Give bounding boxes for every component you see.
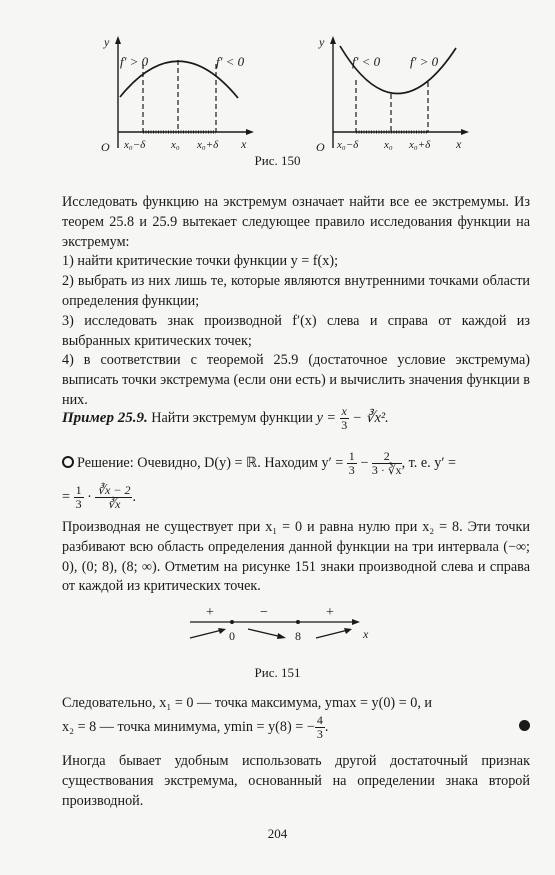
solution-tail: , т. е. y′ = <box>401 454 457 471</box>
point-label-8: 8 <box>295 629 301 643</box>
tick-x0-minus-delta: x₀−δ <box>337 139 359 151</box>
derivative-frac-4: $\frac{∛x - 2}{∛x}$ <box>97 483 131 512</box>
annotation-right: f' > 0 <box>410 54 439 69</box>
sign-3: + <box>326 605 334 620</box>
final-paragraph <box>62 752 530 811</box>
tick-x0: x₀ <box>384 139 393 151</box>
tick-x0-minus-delta: x₀−δ <box>124 139 146 151</box>
origin-label: O <box>101 140 110 154</box>
rule-item-2: 2) выбрать из них лишь те, которые являются внутренними точками области определения функции; <box>62 273 530 309</box>
figure-151-caption: Рис. 151 <box>254 665 301 680</box>
rule-item-3: 3) исследовать знак производной f′(x) слева и справа от каждой из выбранных критических точек; <box>62 312 530 349</box>
solution-label: Решение: <box>77 454 134 471</box>
function-fraction <box>340 405 349 432</box>
example-heading <box>62 405 530 432</box>
tick-x0-plus-delta: x₀+δ <box>409 139 431 151</box>
point-label-0: 0 <box>229 629 235 643</box>
y-axis-arrow <box>115 36 121 44</box>
arrowhead-3 <box>344 628 352 634</box>
x-label: x <box>241 137 247 151</box>
example-title: Пример 25.9. <box>62 409 148 426</box>
tick-x0-plus-delta: x₀+δ <box>197 139 219 151</box>
rules-paragraph <box>62 193 530 411</box>
figure-150-caption: Рис. 150 <box>254 153 301 168</box>
sign-2: − <box>260 605 268 620</box>
derivative-frac-1: $\frac{1}{3}$ <box>348 449 355 478</box>
graph-minimum <box>316 35 469 154</box>
solution-block: Решение: Очевидно, D(y) = ℝ. Находим y′ = $\frac{1}{3}$ − $\frac{2}{3 \cdot ∛x}$ , т. е. y′ = <box>62 450 530 477</box>
number-line-arrow <box>352 619 360 625</box>
function-lhs: y = <box>316 409 336 426</box>
derivative-frac-3: $\frac{1}{3}$ <box>75 483 82 512</box>
function-num: x <box>341 404 347 418</box>
rule-item-4: 4) в соответствии с теоремой 25.9 (достаточное условие экстремума) выписать точки экстремума (если они есть) и вычислить значения функции в них. <box>62 352 530 408</box>
paragraph-critical: Производная не существует при x₁ = 0 и равна нулю при x₂ = 8. Эти точки разбивают всю область определения данной функции на три интервала (−∞; 0), (0; 8), (8; ∞). Отметим на рисунке 151 знаки производной слева и справа от каждой из критических точек. <box>62 519 530 595</box>
conclusion-block <box>62 694 530 714</box>
paragraph-final: Иногда бывает удобным использовать другой достаточный признак существования экстремума, основанный на определении знака второй производной. <box>62 753 530 809</box>
graph-maximum <box>101 35 254 154</box>
tick-x0: x₀ <box>171 139 180 151</box>
y-axis-arrow <box>330 36 336 44</box>
example-text: Найти экстремум функции <box>151 409 314 426</box>
point-0 <box>230 620 234 624</box>
conclusion-line-2: x₂ = 8 — точка минимума, ymin = y(8) = − $\frac{4}{3}$ . <box>62 714 530 741</box>
arrow-up-1 <box>190 630 222 638</box>
critical-points-paragraph <box>62 518 530 597</box>
x-axis-arrow <box>461 129 469 135</box>
derivative-frac-2: $\frac{2}{3 \cdot ∛x}$ <box>371 449 402 478</box>
paragraph-intro: Исследовать функцию на экстремум означает найти все ее экстремумы. Из теорем 25.8 и 25.9 вытекает следующее правило исследования функции на экстремум: <box>62 194 530 250</box>
function-rest: − ∛x². <box>352 409 389 426</box>
function-den: 3 <box>341 418 348 433</box>
annotation-left: f' < 0 <box>352 54 381 69</box>
page-number: 204 <box>267 826 288 841</box>
arrow-down <box>248 629 282 637</box>
annotation-right: f' < 0 <box>216 54 245 69</box>
point-8 <box>296 620 300 624</box>
y-label: y <box>104 35 110 49</box>
arrowhead-1 <box>218 628 226 634</box>
x-axis-arrow <box>246 129 254 135</box>
solution-end-icon <box>519 720 530 731</box>
y-label: y <box>319 35 325 49</box>
rule-item-1: 1) найти критические точки функции y = f(x); <box>62 253 339 270</box>
solution-start-icon <box>62 456 74 468</box>
x-label: x <box>363 627 369 641</box>
min-value-fraction: $\frac{4}{3}$ <box>316 713 323 742</box>
conclusion-line-1: Следовательно, x₁ = 0 — точка максимума, ymax = y(0) = 0, и <box>62 695 433 711</box>
annotation-left: f' > 0 <box>120 54 149 69</box>
derivative-line-2: = $\frac{1}{3}$ · $\frac{∛x - 2}{∛x}$ . <box>62 483 137 512</box>
x-label: x <box>456 137 462 151</box>
solution-text: Очевидно, D(y) = ℝ. Находим y′ = <box>137 454 344 471</box>
origin-label: O <box>316 140 325 154</box>
arrow-up-2 <box>316 630 348 638</box>
figure-151 <box>0 600 555 650</box>
sign-1: + <box>206 605 214 620</box>
arrowhead-2 <box>277 633 286 639</box>
